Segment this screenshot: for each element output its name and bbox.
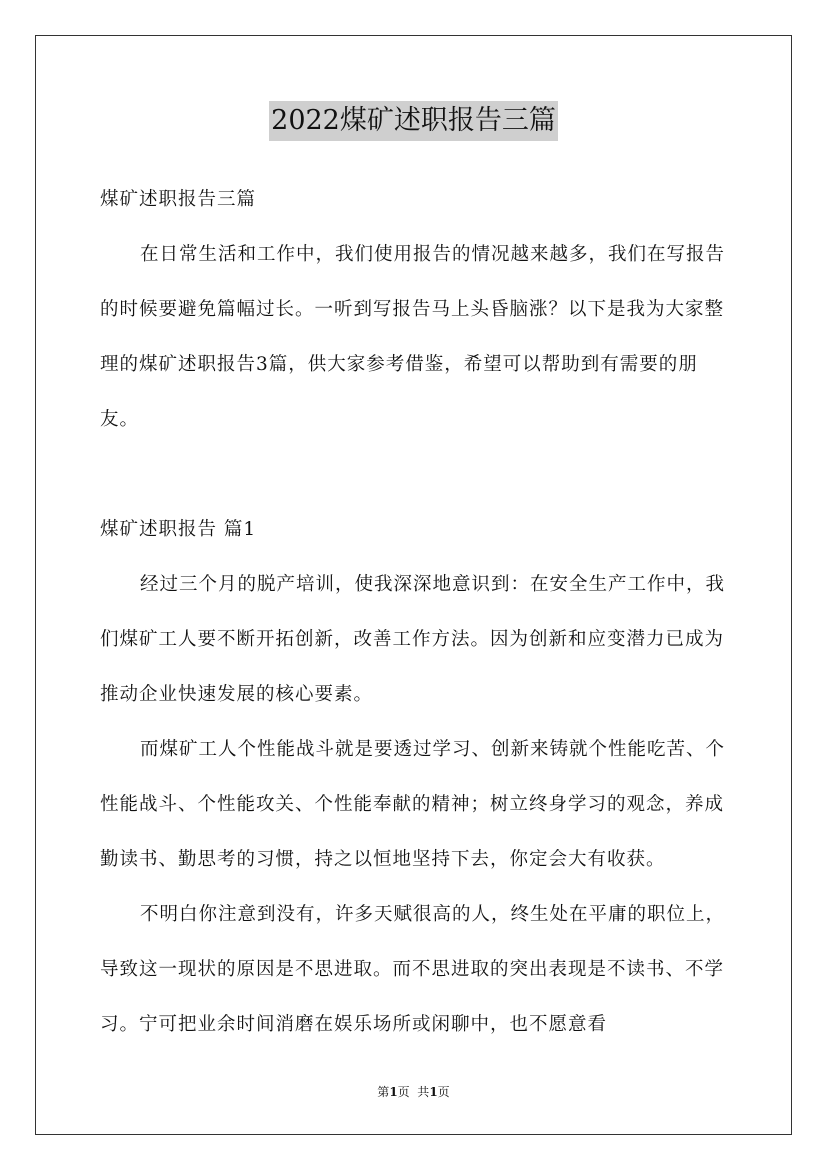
document-title-container [0, 101, 827, 141]
page-total-number: 1 [429, 1085, 438, 1099]
section-heading: 煤矿述职报告三篇 [100, 189, 257, 210]
page-label-prefix: 第 [377, 1085, 390, 1099]
document-body [100, 172, 730, 1052]
page-label-suffix: 页 [437, 1085, 450, 1099]
page-footer [0, 1084, 827, 1100]
section-heading-part-1: 煤矿述职报告 篇1 [100, 519, 257, 540]
intro-paragraph: 在日常生活和工作中，我们使用报告的情况越来越多，我们在写报告的时候要避免篇幅过长。一听到写报告马上头昏脑涨？以下是我为大家整理的煤矿述职报告3篇，供大家参考借鉴，希望可以帮助到有需要的朋友。 [100, 244, 726, 430]
page-label-mid: 页 共 [397, 1085, 430, 1099]
body-paragraph: 经过三个月的脱产培训，使我深深地意识到：在安全生产工作中，我们煤矿工人要不断开拓创新，改善工作方法。因为创新和应变潜力已成为推动企业快速发展的核心要素。 [100, 574, 726, 705]
page-current-number: 1 [389, 1085, 398, 1099]
body-paragraph: 不明白你注意到没有，许多天赋很高的人，终生处在平庸的职位上，导致这一现状的原因是不思进取。而不思进取的突出表现是不读书、不学习。宁可把业余时间消磨在娱乐场所或闲聊中，也不愿意看 [100, 904, 726, 1035]
body-paragraph: 而煤矿工人个性能战斗就是要透过学习、创新来铸就个性能吃苦、个性能战斗、个性能攻关、个性能奉献的精神；树立终身学习的观念，养成勤读书、勤思考的习惯，持之以恒地坚持下去，你定会大有收获。 [100, 739, 726, 870]
document-title: 2022煤矿述职报告三篇 [269, 101, 558, 141]
